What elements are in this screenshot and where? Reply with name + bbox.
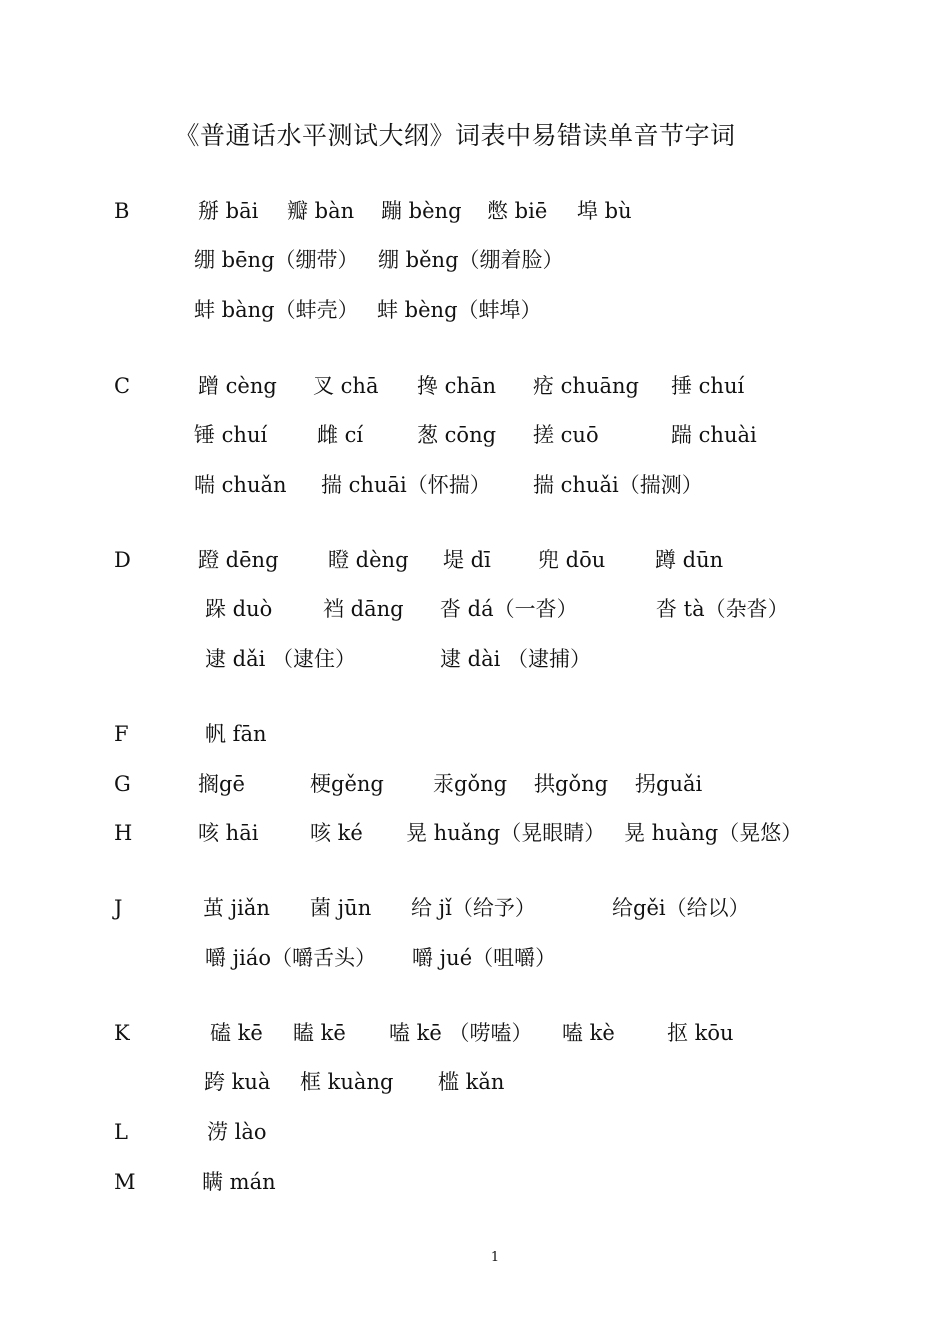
section-letter-f: F <box>114 722 129 746</box>
word-entry: 蹬 dēng <box>198 548 279 572</box>
word-entry: 疮 chuāng <box>533 374 639 398</box>
word-entry: 蹦 bèng <box>381 199 462 223</box>
word-entry: 捶 chuí <box>671 374 745 398</box>
section-letter-l: L <box>114 1120 128 1144</box>
word-entry: 雌 cí <box>317 423 364 447</box>
word-entry: 蹭 cèng <box>198 374 277 398</box>
word-entry: 兜 dōu <box>538 548 606 572</box>
word-entry: 抠 kōu <box>667 1021 734 1045</box>
word-entry: 给 jǐ（给予） <box>411 896 536 920</box>
word-entry: 瞌 kē <box>293 1021 346 1045</box>
section-letter-k: K <box>114 1021 130 1045</box>
word-entry: 沓 dá（一沓） <box>440 597 578 621</box>
word-entry: 锤 chuí <box>194 423 268 447</box>
word-entry: 葱 cōng <box>417 423 497 447</box>
word-entry: 晃 huàng（晃悠） <box>624 821 803 845</box>
word-entry: 瓣 bàn <box>287 199 355 223</box>
word-entry: 嗑 kē （唠嗑） <box>389 1021 533 1045</box>
word-entry: 跺 duò <box>205 597 273 621</box>
word-entry: 瞒 mán <box>202 1170 276 1194</box>
word-entry: 搁gē <box>198 772 245 796</box>
word-entry: 框 kuàng <box>300 1070 394 1094</box>
word-entry: 梗gěng <box>310 772 384 796</box>
word-entry: 喘 chuǎn <box>194 473 287 497</box>
word-entry: 憋 biē <box>487 199 548 223</box>
word-entry: 咳 ké <box>310 821 363 845</box>
word-entry: 嗑 kè <box>562 1021 615 1045</box>
word-entry: 嚼 jiáo（嚼舌头） <box>205 946 377 970</box>
section-letter-m: M <box>114 1170 136 1194</box>
word-entry: 搀 chān <box>417 374 497 398</box>
word-entry: 蚌 bèng（蚌埠） <box>377 298 542 322</box>
word-entry: 埠 bù <box>577 199 632 223</box>
section-letter-g: G <box>114 772 131 796</box>
word-entry: 揣 chuǎi（揣测） <box>533 473 703 497</box>
word-entry: 茧 jiǎn <box>203 896 270 920</box>
word-entry: 踹 chuài <box>671 423 757 447</box>
word-entry: 绷 běng（绷着脸） <box>378 248 564 272</box>
section-letter-h: H <box>114 821 133 845</box>
word-entry: 嚼 jué（咀嚼） <box>412 946 557 970</box>
word-entry: 菌 jūn <box>310 896 372 920</box>
word-entry: 瞪 dèng <box>328 548 409 572</box>
word-entry: 逮 dǎi （逮住） <box>205 647 357 671</box>
section-letter-b: B <box>114 199 130 223</box>
word-entry: 堤 dī <box>443 548 491 572</box>
word-entry: 拱gǒng <box>534 772 609 796</box>
word-entry: 掰 bāi <box>198 199 259 223</box>
word-entry: 蹲 dūn <box>655 548 724 572</box>
word-entry: 给gěi（给以） <box>612 896 750 920</box>
word-entry: 叉 chā <box>313 374 379 398</box>
section-letter-c: C <box>114 374 131 398</box>
word-entry: 绷 bēng（绷带） <box>194 248 359 272</box>
word-entry: 蚌 bàng（蚌壳） <box>194 298 359 322</box>
page-number: 1 <box>490 1250 500 1265</box>
word-entry: 汞gǒng <box>433 772 508 796</box>
word-entry: 涝 lào <box>207 1120 267 1144</box>
word-entry: 磕 kē <box>210 1021 263 1045</box>
section-letter-j: J <box>114 896 123 920</box>
section-letter-d: D <box>114 548 131 572</box>
word-entry: 揣 chuāi（怀揣） <box>321 473 491 497</box>
word-entry: 咳 hāi <box>198 821 259 845</box>
word-entry: 拐guǎi <box>635 772 703 796</box>
word-entry: 逮 dài （逮捕） <box>440 647 592 671</box>
word-entry: 沓 tà（杂沓） <box>656 597 789 621</box>
word-entry: 裆 dāng <box>323 597 404 621</box>
word-entry: 跨 kuà <box>204 1070 271 1094</box>
word-entry: 搓 cuō <box>533 423 599 447</box>
word-entry: 帆 fān <box>205 722 267 746</box>
page-title: 《普通话水平测试大纲》词表中易错读单音节字词 <box>174 121 736 150</box>
word-entry: 槛 kǎn <box>438 1070 505 1094</box>
word-entry: 晃 huǎng（晃眼睛） <box>406 821 606 845</box>
